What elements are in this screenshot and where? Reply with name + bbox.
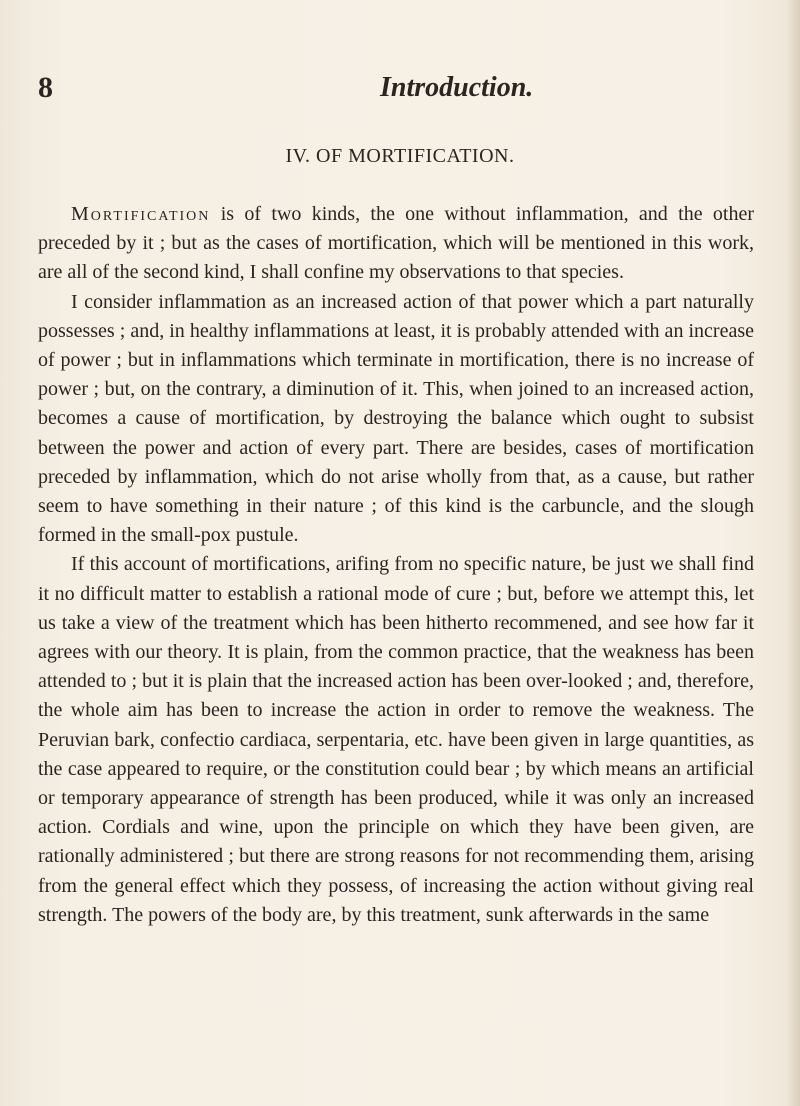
paragraph-text: I consider inflammation as an increased action of that power which a part naturally possesses ; and, in healthy inflammations at least, it is probably attended with an increase of power ; but in inflammations which terminate in mortification, there is no increase of power ; but, on the contrary, a diminution of it. This, when joined to an increased action, becomes a cause of mortification, by destroying the balance which ought to subsist between the power and action of every part. There are besides, cases of mortification preceded by inflammation, which do not arise wholly from that, as a cause, but rather seem to have something in their nature ; of this kind is the carbuncle, and the slough formed in the small-pox pustule.: [38, 290, 754, 547]
paragraph-1: [38, 200, 754, 288]
paragraph-text: If this account of mortifications, arifing from no specific nature, be just we shall find it no difficult matter to establish a rational mode of cure ; but, before we attempt this, let us take a view of the treatment which has been hitherto recommened, and see how far it agrees with our theory. It is plain, from the common practice, that the weakness has been attended to ; but it is plain that the increased action has been over-looked ; and, therefore, the whole aim has been to increase the action in order to remove the weakness. The Peruvian bark, confectio cardiaca, serpentaria, etc. have been given in large quantities, as the case appeared to require, or the constitution could bear ; by which means an artificial or temporary appearance of strength has been produced, while it was only an increased action. Cordials and wine, upon the principle on which they have been given, are rationally administered ; but there are strong reasons for not recommending them, arising from the general effect which they possess, of increasing the action without giving real strength. The powers of the body are, by this treatment, sunk afterwards in the same: [38, 553, 754, 926]
paragraph-3: [38, 550, 754, 930]
running-head: [38, 70, 760, 110]
paragraph-text: is of two kinds, the one without inflammation, and the other preceded by it ; but as the cases of mortification, which will be mentioned in this work, are all of the second kind, I shall confine my observations to that species.: [38, 203, 754, 284]
body-text: [38, 200, 754, 930]
paragraph-2: [38, 288, 754, 551]
running-title: Introduction.: [380, 72, 534, 103]
page-number: 8: [38, 71, 53, 104]
section-heading: IV. OF MORTIFICATION.: [285, 145, 515, 167]
paragraph-lead-word: Mortification: [71, 203, 211, 225]
